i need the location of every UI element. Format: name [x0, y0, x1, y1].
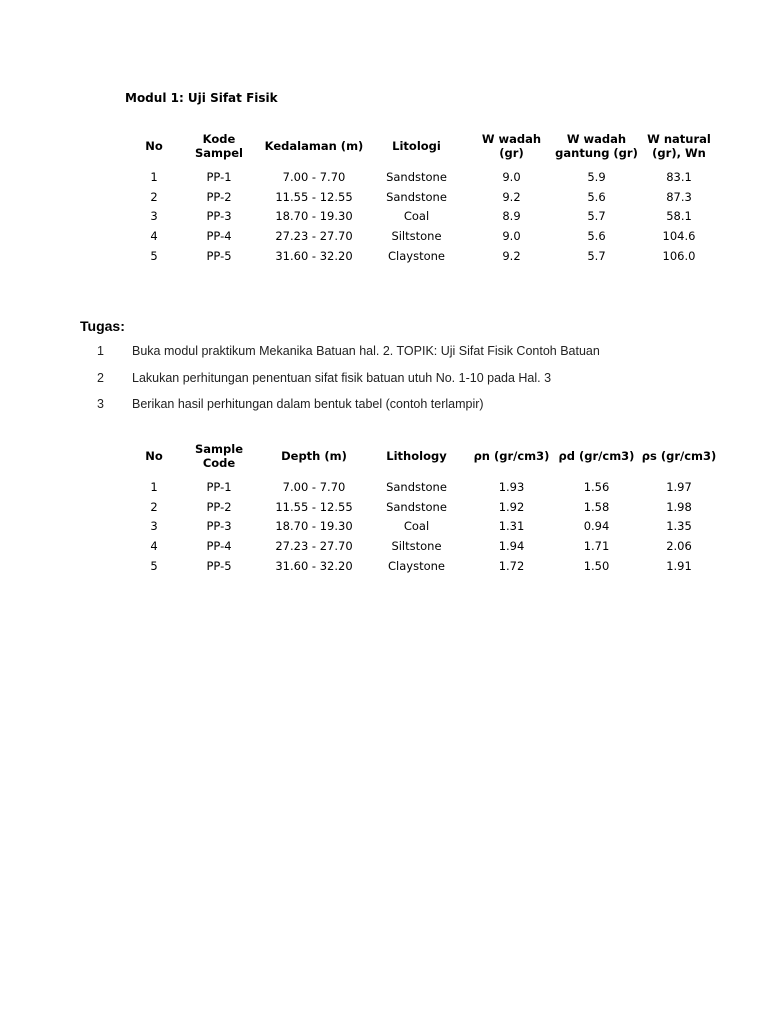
- table-cell: 5: [150, 248, 158, 263]
- task-number: 3: [97, 397, 104, 411]
- table-cell: 1.91: [666, 558, 692, 573]
- table-cell: Sandstone: [386, 499, 447, 514]
- table-cell: 27.23 - 27.70: [275, 228, 353, 243]
- table-cell: 106.0: [662, 248, 696, 263]
- table-cell: 5.7: [587, 248, 606, 263]
- table-cell: 5.9: [587, 169, 606, 184]
- physical-properties-result-table: [134, 435, 719, 575]
- table-cell: 1.35: [666, 519, 692, 534]
- table-cell: 1.93: [498, 479, 525, 494]
- table-cell: PP-1: [206, 169, 232, 184]
- table-cell: PP-3: [206, 519, 232, 534]
- header-kode-sampel: Kode Sampel: [195, 132, 243, 160]
- header-rho-n: ρn (gr/cm3): [473, 449, 550, 463]
- table-cell: Sandstone: [386, 479, 447, 494]
- table-row: [134, 226, 719, 246]
- table-cell: 18.70 - 19.30: [275, 519, 353, 534]
- table-cell: 1: [150, 479, 158, 494]
- header-litologi: Litologi: [392, 139, 441, 153]
- table-cell: 1.56: [583, 479, 610, 494]
- header-no: No: [145, 449, 163, 463]
- table-cell: 31.60 - 32.20: [275, 558, 353, 573]
- table-header-row: [134, 125, 719, 167]
- table-cell: Coal: [403, 209, 430, 224]
- table-row: [134, 516, 719, 536]
- table-cell: 1.72: [498, 558, 525, 573]
- header-w-wadah-gantung: W wadah gantung (gr): [555, 132, 638, 160]
- table-cell: Siltstone: [391, 538, 442, 553]
- table-cell: 11.55 - 12.55: [275, 499, 353, 514]
- table-cell: PP-4: [206, 228, 232, 243]
- list-item: [97, 397, 717, 424]
- table-cell: Sandstone: [386, 169, 447, 184]
- table-row: [134, 497, 719, 517]
- table-cell: 5.7: [587, 209, 606, 224]
- table-cell: PP-4: [206, 538, 232, 553]
- table-cell: 1.50: [583, 558, 610, 573]
- table-cell: 3: [150, 209, 158, 224]
- table-cell: Coal: [403, 519, 430, 534]
- table-row: [134, 167, 719, 187]
- task-number: 1: [97, 344, 104, 358]
- task-text: Lakukan perhitungan penentuan sifat fisik batuan utuh No. 1-10 pada Hal. 3: [132, 370, 552, 385]
- table-cell: 18.70 - 19.30: [275, 209, 353, 224]
- table-cell: 2.06: [666, 538, 692, 553]
- header-no: No: [145, 139, 163, 153]
- table-cell: 7.00 - 7.70: [282, 479, 346, 494]
- table-cell: 87.3: [666, 189, 692, 204]
- page-title: Modul 1: Uji Sifat Fisik: [125, 91, 278, 105]
- tugas-heading: Tugas:: [80, 318, 125, 334]
- header-w-wadah: W wadah (gr): [481, 132, 542, 160]
- header-sample-code: Sample Code: [195, 442, 243, 470]
- table-cell: 4: [150, 228, 158, 243]
- table-cell: 7.00 - 7.70: [282, 169, 346, 184]
- table-cell: Siltstone: [391, 228, 442, 243]
- table-cell: 11.55 - 12.55: [275, 189, 353, 204]
- table-row: [134, 477, 719, 497]
- table-cell: 8.9: [502, 209, 521, 224]
- table-cell: 1.58: [583, 499, 610, 514]
- table-cell: 9.2: [502, 189, 521, 204]
- table-row: [134, 206, 719, 226]
- header-rho-s: ρs (gr/cm3): [641, 449, 717, 463]
- table-cell: Claystone: [388, 248, 445, 263]
- header-lithology: Lithology: [386, 449, 447, 463]
- header-w-natural: W natural (gr), Wn: [647, 132, 711, 160]
- task-list: [97, 344, 717, 424]
- header-rho-d: ρd (gr/cm3): [558, 449, 635, 463]
- table-row: [134, 536, 719, 556]
- table-cell: 104.6: [662, 228, 696, 243]
- header-depth: Depth (m): [281, 449, 347, 463]
- table-cell: 5.6: [587, 228, 606, 243]
- table-cell: 9.0: [502, 228, 521, 243]
- table-cell: 83.1: [666, 169, 692, 184]
- table-cell: 1.98: [666, 499, 692, 514]
- table-cell: 3: [150, 519, 158, 534]
- table-cell: 58.1: [666, 209, 692, 224]
- list-item: [97, 344, 717, 371]
- table-cell: PP-3: [206, 209, 232, 224]
- table-cell: 0.94: [583, 519, 610, 534]
- table-cell: PP-5: [206, 558, 232, 573]
- table-cell: PP-5: [206, 248, 232, 263]
- table-cell: 4: [150, 538, 158, 553]
- table-row: [134, 556, 719, 576]
- table-cell: 31.60 - 32.20: [275, 248, 353, 263]
- table-cell: PP-1: [206, 479, 232, 494]
- table-cell: 1.31: [498, 519, 525, 534]
- table-cell: 1.71: [583, 538, 610, 553]
- table-cell: PP-2: [206, 189, 232, 204]
- table-cell: 9.2: [502, 248, 521, 263]
- table-cell: Sandstone: [386, 189, 447, 204]
- table-header-row: [134, 435, 719, 477]
- task-text: Buka modul praktikum Mekanika Batuan hal. 2. TOPIK: Uji Sifat Fisik Contoh Batuan: [132, 344, 600, 358]
- header-kedalaman: Kedalaman (m): [264, 139, 364, 153]
- table-cell: 9.0: [502, 169, 521, 184]
- table-cell: 5: [150, 558, 158, 573]
- table-row: [134, 246, 719, 266]
- table-cell: PP-2: [206, 499, 232, 514]
- table-cell: 2: [150, 189, 158, 204]
- table-row: [134, 187, 719, 207]
- table-cell: 1.92: [498, 499, 525, 514]
- table-cell: 27.23 - 27.70: [275, 538, 353, 553]
- table-cell: 1.94: [498, 538, 525, 553]
- table-cell: 1.97: [666, 479, 692, 494]
- list-item: [97, 371, 717, 398]
- task-number: 2: [97, 370, 104, 385]
- table-cell: Claystone: [388, 558, 445, 573]
- table-cell: 1: [150, 169, 158, 184]
- task-text: Berikan hasil perhitungan dalam bentuk tabel (contoh terlampir): [132, 397, 484, 411]
- table-cell: 5.6: [587, 189, 606, 204]
- physical-properties-input-table: [134, 125, 719, 265]
- table-cell: 2: [150, 499, 158, 514]
